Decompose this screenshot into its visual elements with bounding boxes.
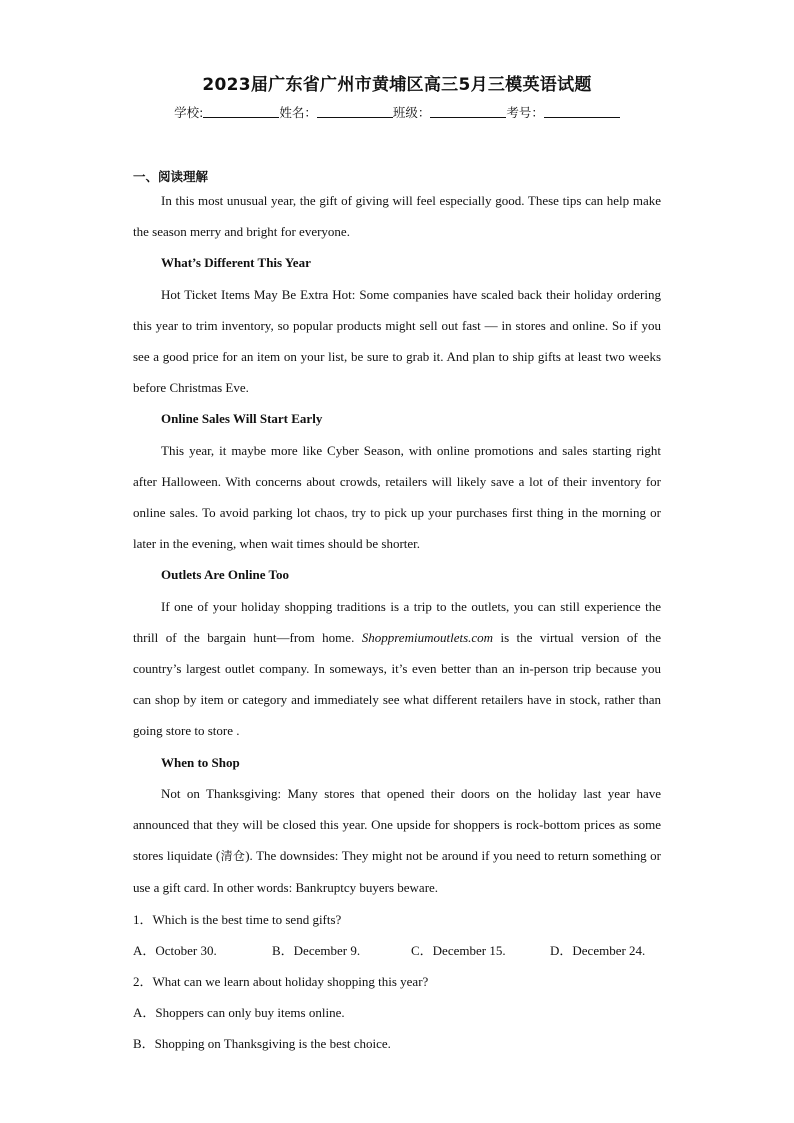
question-1-option-d[interactable]: D．December 24. — [550, 942, 646, 958]
question-2-option-a[interactable]: A．Shoppers can only buy items online. — [133, 1005, 345, 1021]
question-2-option-b[interactable]: B．Shopping on Thanksgiving is the best choice. — [133, 1036, 391, 1052]
name-label: 姓名： — [279, 105, 317, 120]
passage-body — [133, 185, 661, 1060]
question-1-option-b[interactable]: B．December 9. — [272, 942, 361, 958]
exam-title: 2023届广东省广州市黄埔区高三5月三模英语试题 — [202, 75, 592, 95]
subheading-when-to-shop: When to Shop — [161, 754, 240, 770]
subheading-whats-different: What’s Different This Year — [161, 255, 311, 271]
question-1-stem: 1．Which is the best time to send gifts? — [133, 911, 342, 927]
class-blank[interactable] — [430, 105, 506, 118]
exam-number-blank[interactable] — [544, 105, 620, 118]
outlets-text-b: is the virtual version of the country’s largest outlet company. In someways, it’s even better than an in-person trip because you can shop by item or category and immediately see what different retailers have in stock, rather than going store to store . — [133, 629, 661, 739]
paragraph-hot-ticket: Hot Ticket Items May Be Extra Hot: Some companies have scaled back their holiday ordering this year to trim inventory, so popular products might sell out fast — in stores and online. So if you see a good price for an item on your list, be sure to grab it. And plan to ship gifts at least two weeks before Christmas Eve. — [133, 286, 661, 396]
question-2-stem: 2．What can we learn about holiday shopping this year? — [133, 974, 429, 990]
student-info-line — [133, 103, 661, 121]
outlets-text-a: If one of your holiday shopping traditions is a trip to the outlets, you can still experience the thrill of the bargain hunt—from home. — [133, 598, 661, 645]
subheading-online-sales: Online Sales Will Start Early — [161, 411, 323, 427]
when-text-b: ). The downsides: They might not be around if you need to return something or use a gift card. In other words: Bankruptcy buyers beware. — [133, 848, 661, 896]
passage-intro: In this most unusual year, the gift of giving will feel especially good. These tips can help make the season merry and bright for everyone. — [133, 193, 661, 240]
when-text-a: Not on Thanksgiving: Many stores that opened their doors on the holiday last year have announced that they will be closed this year. One upside for shoppers is rock-bottom prices as some stores liquidate ( — [133, 785, 661, 864]
paragraph-online-sales: This year, it maybe more like Cyber Season, with online promotions and sales starting right after Halloween. With concerns about crowds, retailers will likely save a lot of their inventory for online sales. To avoid parking lot chaos, try to pick up your purchases first thing in the morning or later in the evening, when wait times should be shorter. — [133, 442, 661, 552]
question-1-option-c[interactable]: C．December 15. — [411, 942, 506, 958]
when-text-cn: 清仓 — [220, 849, 246, 864]
exam-number-label: 考号： — [506, 105, 544, 120]
subheading-outlets: Outlets Are Online Too — [161, 567, 289, 583]
school-label: 学校: — [174, 105, 204, 120]
school-blank[interactable] — [203, 105, 279, 118]
paragraph-outlets — [133, 591, 661, 747]
question-1-options — [133, 935, 661, 966]
question-1-option-a[interactable]: A．October 30. — [133, 942, 217, 958]
section-heading: 一、阅读理解 — [133, 169, 209, 184]
name-blank[interactable] — [317, 105, 393, 118]
paragraph-when-to-shop — [133, 778, 661, 904]
class-label: 班级： — [392, 105, 431, 120]
outlets-website: Shoppremiumoutlets.com — [361, 629, 494, 645]
